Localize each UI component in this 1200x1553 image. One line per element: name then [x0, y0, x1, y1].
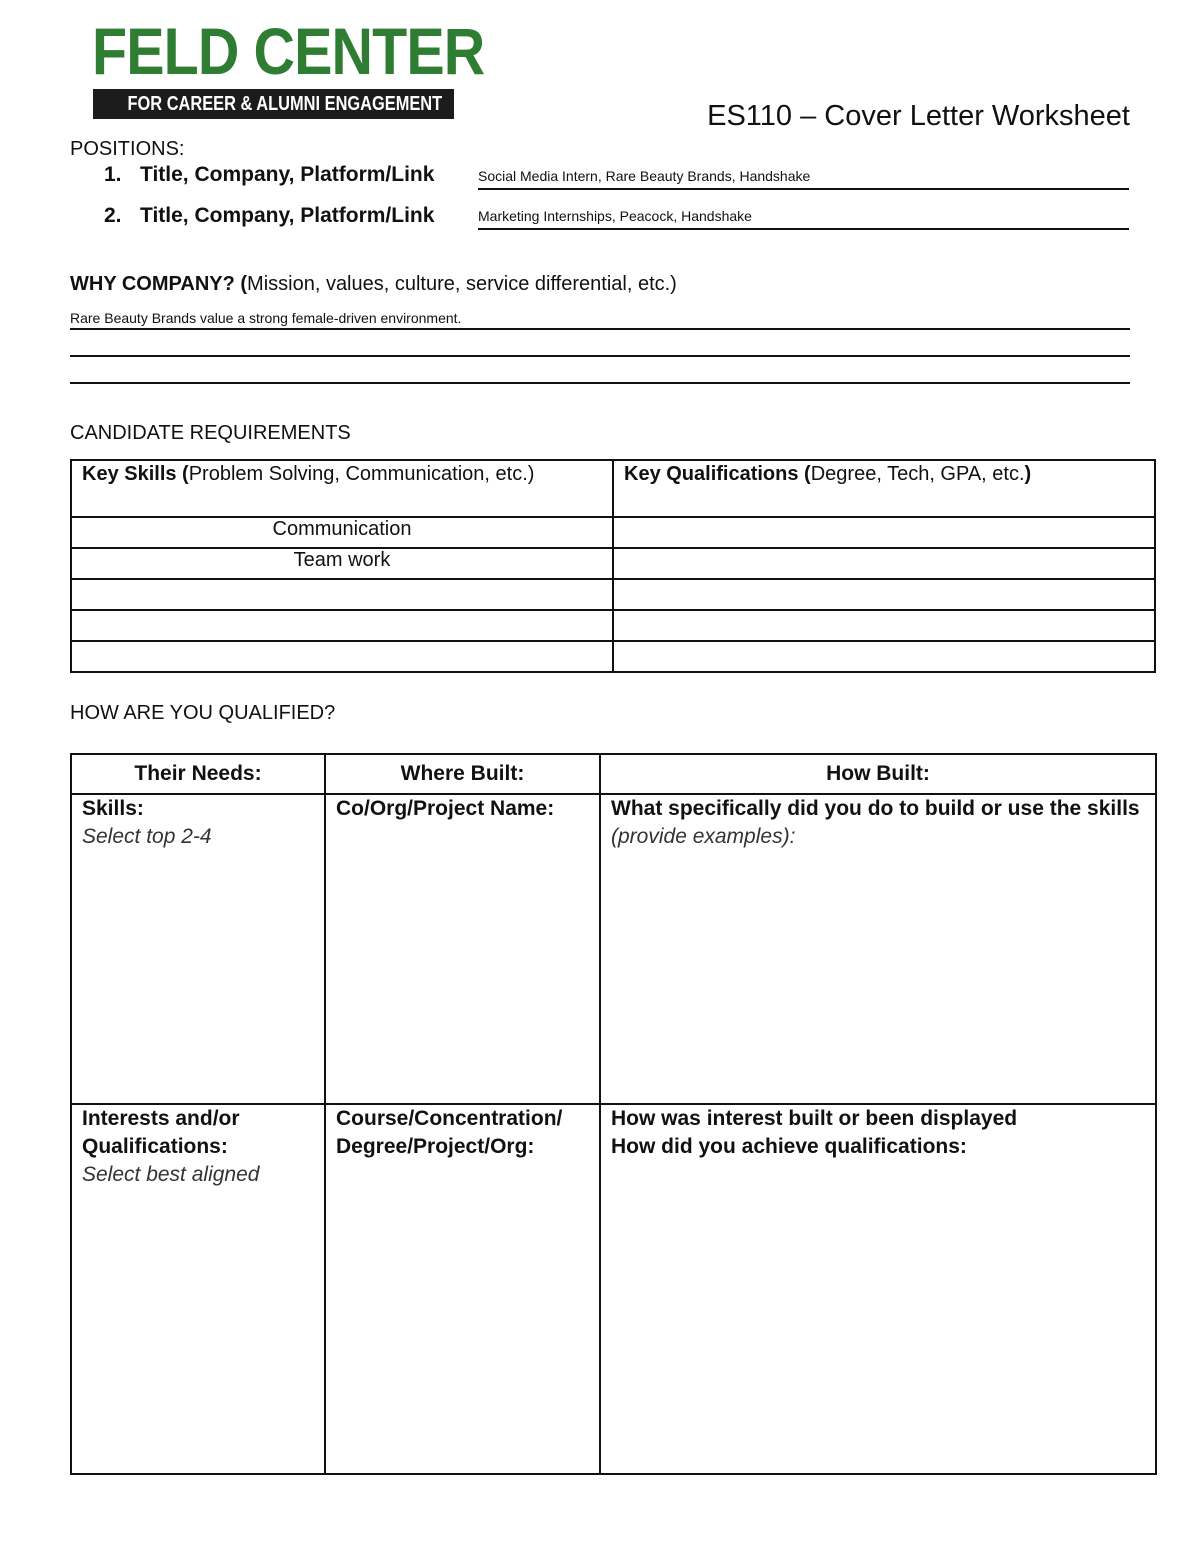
- key-qualifications-header-close: ): [1024, 463, 1032, 485]
- table-row: [71, 579, 1155, 610]
- skill-cell[interactable]: Communication: [71, 517, 613, 548]
- qualification-cell[interactable]: [613, 610, 1155, 641]
- qualification-cell[interactable]: [613, 517, 1155, 548]
- qualification-cell[interactable]: [613, 579, 1155, 610]
- qualified-table: [70, 753, 1157, 1475]
- logo-subtitle: [93, 89, 454, 119]
- skills-how-hint: (provide examples):: [611, 825, 796, 848]
- skills-hint: Select top 2-4: [82, 825, 212, 848]
- key-skills-header-hint: Problem Solving, Communication, etc.): [188, 463, 535, 485]
- key-qualifications-header: [613, 460, 1155, 517]
- requirements-heading: CANDIDATE REQUIREMENTS: [70, 422, 351, 444]
- how-built-header: How Built:: [600, 754, 1156, 794]
- interests-label-1: Interests and/or: [82, 1107, 240, 1130]
- position-2-label: Title, Company, Platform/Link: [140, 204, 435, 227]
- skills-where-cell[interactable]: [325, 794, 600, 1104]
- why-company-heading-hint: Mission, values, culture, service differential, etc.): [247, 273, 677, 295]
- positions-heading: POSITIONS:: [70, 138, 185, 160]
- table-row: [71, 641, 1155, 672]
- interests-label-2: Qualifications:: [82, 1135, 228, 1158]
- course-label-1: Course/Concentration/: [336, 1107, 563, 1130]
- where-built-header: Where Built:: [325, 754, 600, 794]
- answer-line-1: [70, 328, 1130, 330]
- position-1-number: 1.: [104, 163, 122, 186]
- interest-how-label-1: How was interest built or been displayed: [611, 1107, 1018, 1130]
- interests-hint: Select best aligned: [82, 1163, 260, 1186]
- interests-how-cell[interactable]: [600, 1104, 1156, 1474]
- why-company-answer[interactable]: Rare Beauty Brands value a strong female-driven environment.: [70, 310, 462, 326]
- interests-row: [71, 1104, 1156, 1474]
- their-needs-header: Their Needs:: [71, 754, 325, 794]
- skills-how-cell[interactable]: [600, 794, 1156, 1104]
- qualification-cell[interactable]: [613, 548, 1155, 579]
- position-2-number: 2.: [104, 204, 122, 227]
- requirements-header-row: [71, 460, 1155, 517]
- position-1-field[interactable]: Social Media Intern, Rare Beauty Brands, Handshake: [478, 166, 1129, 190]
- key-qualifications-header-hint: Degree, Tech, GPA, etc.: [810, 463, 1025, 485]
- skills-label: Skills:: [82, 797, 144, 820]
- page-title: ES110 – Cover Letter Worksheet: [707, 100, 1130, 132]
- skill-cell[interactable]: Team work: [71, 548, 613, 579]
- interest-how-label-2: How did you achieve qualifications:: [611, 1135, 967, 1158]
- interests-where-cell[interactable]: [325, 1104, 600, 1474]
- key-skills-header: [71, 460, 613, 517]
- skill-cell[interactable]: [71, 641, 613, 672]
- answer-line-3: [70, 382, 1130, 384]
- table-row: [71, 548, 1155, 579]
- qualified-header-row: [71, 754, 1156, 794]
- why-company-heading-bold: WHY COMPANY? (: [70, 273, 248, 295]
- why-company-heading: [70, 271, 677, 297]
- position-2-field[interactable]: Marketing Internships, Peacock, Handshake: [478, 206, 1129, 230]
- skills-needs-cell[interactable]: [71, 794, 325, 1104]
- logo-title: FELD CENTER: [92, 14, 485, 88]
- qualification-cell[interactable]: [613, 641, 1155, 672]
- org-project-label: Co/Org/Project Name:: [336, 797, 555, 820]
- course-label-2: Degree/Project/Org:: [336, 1135, 535, 1158]
- qualified-heading: HOW ARE YOU QUALIFIED?: [70, 702, 336, 724]
- key-qualifications-header-bold: Key Qualifications (: [624, 463, 811, 485]
- requirements-table: [70, 459, 1156, 673]
- skill-cell[interactable]: [71, 610, 613, 641]
- answer-line-2: [70, 355, 1130, 357]
- table-row: [71, 610, 1155, 641]
- position-1-label: Title, Company, Platform/Link: [140, 163, 435, 186]
- skill-cell[interactable]: [71, 579, 613, 610]
- skills-how-label: What specifically did you do to build or use the skills: [611, 797, 1140, 820]
- interests-needs-cell[interactable]: [71, 1104, 325, 1474]
- key-skills-header-bold: Key Skills (: [82, 463, 189, 485]
- logo-subtitle-text: FOR CAREER & ALUMNI ENGAGEMENT: [127, 93, 443, 115]
- skills-row: [71, 794, 1156, 1104]
- table-row: [71, 517, 1155, 548]
